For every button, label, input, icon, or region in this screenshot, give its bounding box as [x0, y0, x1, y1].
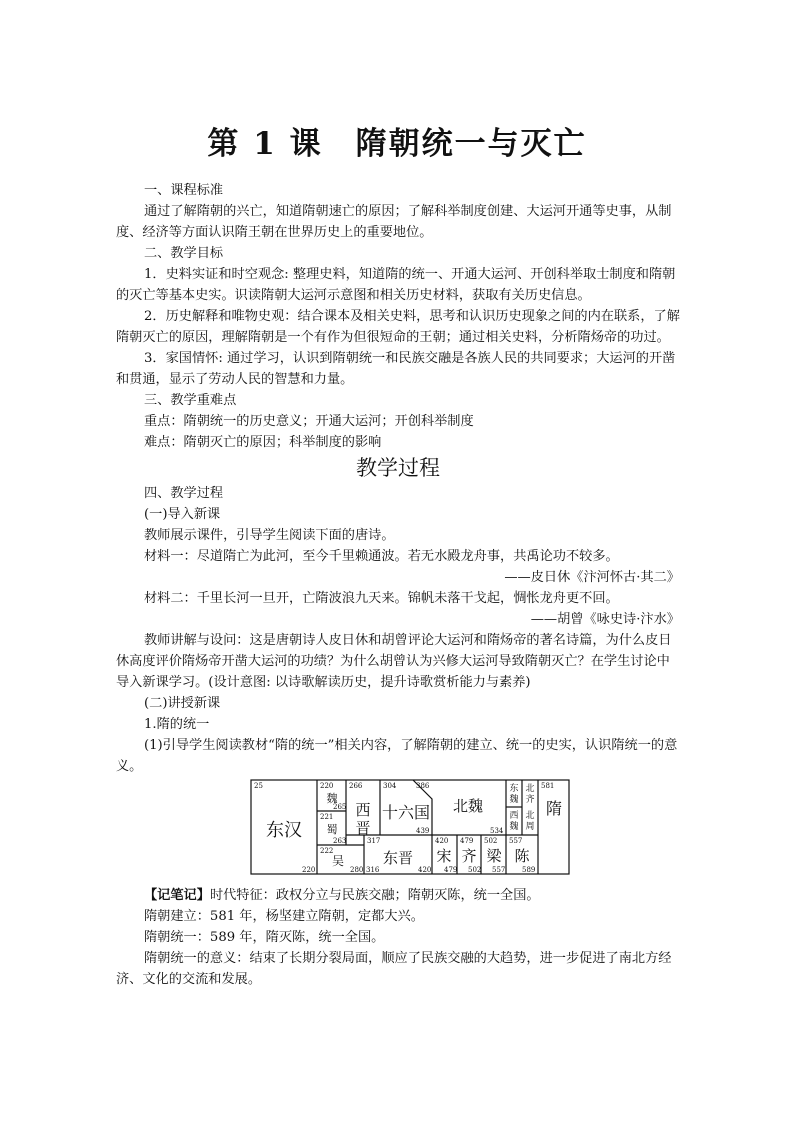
dynasty-label-song: 宋 — [436, 847, 452, 865]
year-label: 502 — [484, 837, 498, 845]
paragraph: 1．史料实证和时空观念: 整理史料，知道隋的统一、开通大运河、开创科举取士制度和隋朝的灭亡等基本史实。识读隋朝大运河示意图和相关历史材料，获取有关历史信息。 — [116, 267, 676, 303]
sub-heading: (二)讲授新课 — [144, 696, 221, 711]
year-label: 317 — [367, 837, 381, 845]
year-label: 280 — [350, 866, 364, 874]
year-label: 220 — [320, 782, 334, 790]
year-label: 266 — [349, 782, 363, 790]
dynasty-timeline-figure — [116, 779, 680, 881]
year-label: 265 — [333, 803, 347, 811]
sub-heading: 1.隋的统一 — [144, 717, 210, 732]
difficult-point: 难点：隋朝灭亡的原因；科举制度的影响 — [144, 435, 382, 450]
year-label: 316 — [366, 866, 380, 874]
paragraph: 教师展示课件，引导学生阅读下面的唐诗。 — [144, 528, 395, 543]
year-label: 479 — [460, 837, 474, 845]
note-label: 【记笔记】 — [144, 888, 210, 903]
paragraph: 3．家国情怀: 通过学习，认识到隋朝统一和民族交融是各族人民的共同要求；大运河的开凿和贯通，显示了劳动人民的智慧和力量。 — [116, 351, 676, 387]
year-label: 222 — [320, 847, 334, 855]
dynasty-label-dongwei-1: 东 — [509, 784, 519, 794]
lesson-title: 第 1 课 隋朝统一与灭亡 — [207, 126, 587, 162]
dynasty-label-liang: 梁 — [486, 847, 502, 865]
year-label: 479 — [444, 866, 458, 874]
material-quote: 材料一：尽道隋亡为此河，至今千里赖通波。若无水殿龙舟事，共禹论功不较多。 — [144, 549, 619, 564]
paragraph: 隋朝建立：581 年，杨坚建立隋朝，定都大兴。 — [144, 909, 424, 924]
material-quote: 材料二：千里长河一旦开，亡隋波浪九天来。锦帆未落干戈起，惆怅龙舟更不回。 — [144, 591, 619, 606]
year-label: 221 — [320, 813, 334, 821]
dynasty-label-shiliuguo: 十六国 — [381, 803, 431, 822]
dynasty-label-beizhou-2: 周 — [525, 822, 535, 832]
year-label: 220 — [302, 866, 316, 874]
note-text: 时代特征：政权分立与民族交融；隋朝灭陈，统一全国。 — [209, 888, 540, 903]
dynasty-label-xiwei-1: 西 — [509, 811, 519, 821]
paragraph: 隋朝统一的意义：结束了长期分裂局面，顺应了民族交融的大趋势，进一步促进了南北方经济、文化的交流和发展。 — [116, 951, 672, 987]
year-label: 420 — [435, 837, 449, 845]
dynasty-label-xijin-1: 西 — [355, 801, 371, 819]
dynasty-label-qi: 齐 — [461, 847, 477, 865]
dynasty-label-wei: 魏 — [326, 792, 338, 805]
paragraph: (1)引导学生阅读教材“隋的统一”相关内容，了解隋朝的建立、统一的史实，认识隋统一的意义。 — [116, 738, 678, 774]
dynasty-label-wu: 吴 — [331, 854, 345, 868]
year-label: 386 — [416, 782, 430, 790]
material-source: ——胡曾《咏史诗·汴水》 — [530, 612, 680, 627]
paragraph: 隋朝统一：589 年，隋灭陈，统一全国。 — [144, 930, 385, 945]
dynasty-label-shu: 蜀 — [326, 823, 338, 836]
dynasty-label-xijin-2: 晋 — [355, 819, 371, 837]
dynasty-timeline-diagram — [250, 779, 570, 875]
paragraph: 通过了解隋朝的兴亡，知道隋朝速亡的原因；了解科举制度创建、大运河开通等史事，从制度、经济等方面认识隋王朝在世界历史上的重要地位。 — [116, 204, 672, 240]
year-label: 304 — [383, 782, 397, 790]
dynasty-label-dongjin: 东晋 — [382, 849, 414, 867]
section-heading: 一、课程标准 — [144, 183, 224, 198]
dynasty-label-beiwei: 北魏 — [452, 797, 484, 815]
sub-heading: (一)导入新课 — [144, 507, 221, 522]
process-title: 教学过程 — [356, 456, 440, 480]
material-source: ——皮日休《汴河怀古·其二》 — [504, 570, 680, 585]
paragraph: 教师讲解与设问：这是唐朝诗人皮日休和胡曾评论大运河和隋炀帝的著名诗篇，为什么皮日休高度评价隋炀帝开凿大运河的功绩？为什么胡曾认为兴修大运河导致隋朝灭亡？在学生讨论中导入新课学习。(设计意图: 以诗歌解读历史，提升诗歌赏析能力与素养) — [116, 633, 672, 690]
key-point: 重点：隋朝统一的历史意义；开通大运河；开创科举制度 — [144, 414, 474, 429]
dynasty-label-dongwei-2: 魏 — [509, 795, 519, 805]
section-heading: 四、教学过程 — [144, 486, 224, 501]
year-label: 263 — [333, 837, 347, 845]
dynasty-label-xiwei-2: 魏 — [509, 822, 519, 832]
dynasty-label-donghan: 东汉 — [266, 820, 302, 841]
dynasty-label-beizhou-1: 北 — [525, 811, 535, 821]
year-label: 534 — [490, 827, 504, 835]
lesson-content — [116, 180, 680, 990]
section-heading: 三、教学重难点 — [144, 393, 237, 408]
year-label: 589 — [522, 866, 536, 874]
dynasty-label-sui: 隋 — [545, 799, 563, 818]
dynasty-label-beiqi-2: 齐 — [525, 795, 535, 805]
year-label: 557 — [492, 866, 506, 874]
dynasty-label-beiqi-1: 北 — [525, 784, 535, 794]
year-label: 502 — [468, 866, 482, 874]
note-line — [116, 885, 680, 906]
year-label: 25 — [254, 782, 263, 790]
dynasty-label-chen: 陈 — [514, 847, 530, 865]
section-heading: 二、教学目标 — [144, 246, 224, 261]
year-label: 557 — [509, 837, 523, 845]
year-label: 420 — [418, 866, 432, 874]
year-label: 439 — [416, 827, 430, 835]
paragraph: 2．历史解释和唯物史观：结合课本及相关史料，思考和认识历史现象之间的内在联系，了解隋朝灭亡的原因，理解隋朝是一个有作为但很短命的王朝；通过相关史料，分析隋炀帝的功过。 — [116, 309, 680, 345]
year-label: 581 — [541, 782, 555, 790]
